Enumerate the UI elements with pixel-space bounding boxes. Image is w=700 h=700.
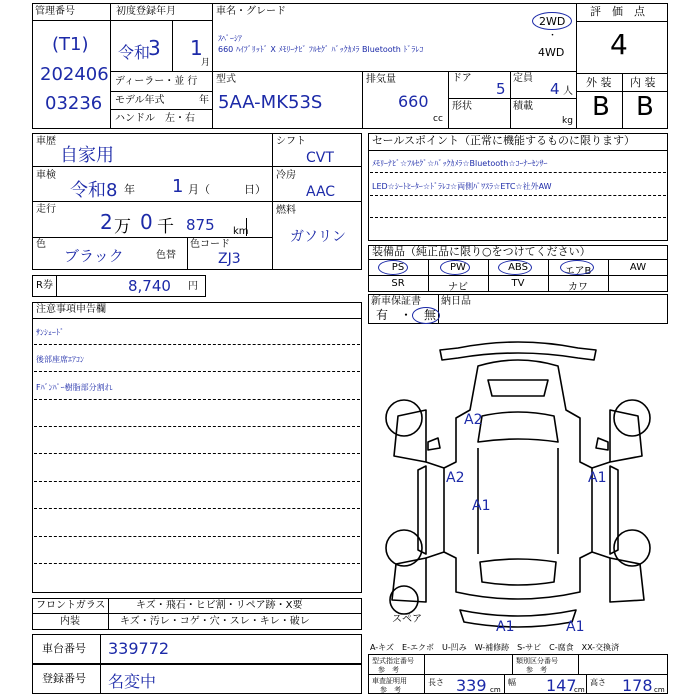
first-reg-label: 初度登録年月 xyxy=(116,6,176,17)
equip-sr: SR xyxy=(391,278,405,289)
month-unit: 月 xyxy=(201,58,211,68)
front-glass-label: フロントガラス xyxy=(36,600,106,611)
equip-pw: PW xyxy=(450,262,466,273)
chassis-value: 339772 xyxy=(108,639,170,658)
notes-title: 注意事項申告欄 xyxy=(36,304,106,315)
drive-sep: ・ xyxy=(548,31,558,41)
chassis-label: 車台番号 xyxy=(42,642,86,655)
mileage-10k-unit: 万 xyxy=(114,217,131,237)
mark-a1-right: A1 xyxy=(588,470,607,486)
circle-warranty-none xyxy=(412,307,440,324)
history-label: 車歴 xyxy=(36,136,56,147)
mileage-label: 走行 xyxy=(36,204,56,215)
load-unit: kg xyxy=(562,116,573,126)
note-line-3: Fﾊﾞﾝﾊﾟｰ樹脂部分割れ xyxy=(36,383,113,392)
color-value: ブラック xyxy=(64,247,124,265)
drive-4wd: 4WD xyxy=(538,46,565,59)
color-code-label: 色コード xyxy=(190,239,230,250)
equip-abs: ABS xyxy=(508,262,528,273)
mileage-unit: km xyxy=(233,226,249,237)
cert-label: 車査証明用 xyxy=(372,677,407,685)
equip-aw: AW xyxy=(629,262,647,273)
width-label: 幅 xyxy=(508,678,516,687)
height-label: 高さ xyxy=(590,678,606,687)
equip-leather: カワ xyxy=(568,282,588,293)
displacement-label: 排気量 xyxy=(366,74,396,85)
mark-a1-center: A1 xyxy=(472,498,491,514)
length-label: 長さ xyxy=(428,678,444,687)
first-reg-month: 1 xyxy=(190,36,203,60)
equip-ps: PS xyxy=(391,262,405,273)
displacement-value: 660 xyxy=(398,92,429,111)
length-value: 339 xyxy=(456,676,487,695)
damage-legend: A-キズ E-エクボ U-凹み W-補修跡 S-サビ C-腐食 XX-交換済 xyxy=(370,643,620,652)
sales-line2: LED☆ｼｰﾄﾋｰﾀｰ☆ﾄﾞﾗﾚｺ☆両側ﾊﾟﾜｽﾗ☆ETC☆社外AW xyxy=(372,182,552,191)
mark-a1-rear-right: A1 xyxy=(566,619,585,635)
lot-number-label: 管理番号 xyxy=(35,6,75,17)
reg-value: 名変中 xyxy=(108,672,157,691)
circle-abs xyxy=(498,260,532,275)
mileage-10k: 2 xyxy=(100,210,113,234)
name-line2: 660 ﾊｲﾌﾞﾘｯﾄﾞ X ﾒﾓﾘｰﾅﾋﾞ ﾌﾙｾｸﾞ ﾊﾞｯｸｶﾒﾗ Bluetooth ﾄﾞﾗﾚｺ xyxy=(218,45,424,54)
model-year-label: モデル年式 xyxy=(115,95,165,106)
sales-title: セールスポイント（正常に機能するものに限ります） xyxy=(372,134,636,147)
interior-cond-label: 内装 xyxy=(60,616,80,627)
delivery-label: 納日品 xyxy=(441,296,471,307)
equipment-title: 装備品（純正品に限り○をつけてください） xyxy=(372,245,591,258)
class-label: 類別区分番号 xyxy=(516,657,558,665)
capacity-value: 4 xyxy=(550,80,560,98)
inspection-day-unit: 日） xyxy=(244,183,266,196)
ac-value: AAC xyxy=(306,184,336,200)
warranty-value: 有 ・ 無 xyxy=(376,308,437,322)
width-value: 147 xyxy=(546,676,577,695)
capacity-unit: 人 xyxy=(563,86,573,97)
interior-cond-options: キズ・汚レ・コゲ・穴・スレ・キレ・破レ xyxy=(120,616,310,627)
doors-label: ドア xyxy=(452,73,472,84)
circle-ps xyxy=(378,260,408,275)
fuel-label: 燃料 xyxy=(276,205,296,216)
history-value: 自家用 xyxy=(60,145,114,166)
front-glass-options: キズ・飛石・ヒビ割・リペア跡・X要 xyxy=(136,600,303,611)
drive-2wd: 2WD xyxy=(539,15,566,28)
interior-label: 内 装 xyxy=(630,76,656,89)
note-line-1: ｻﾝｼｪｰﾄﾞ xyxy=(36,328,64,337)
dealer-label: ディーラー・並 行 xyxy=(115,76,198,87)
capacity-label: 定員 xyxy=(513,73,533,84)
displacement-unit: cc xyxy=(433,114,443,124)
handle-label: ハンドル 左・右 xyxy=(115,113,195,124)
shift-label: シフト xyxy=(276,136,306,147)
type-label: 型式 xyxy=(216,74,236,85)
first-reg-era: 令和 xyxy=(118,43,151,62)
lot-prefix: (T1) xyxy=(52,34,89,55)
height-value: 178 xyxy=(622,676,653,695)
ac-label: 冷房 xyxy=(276,170,296,181)
car-damage-diagram xyxy=(368,330,668,640)
mark-a2-front: A2 xyxy=(464,412,483,428)
color-code-value: ZJ3 xyxy=(218,251,241,267)
mark-a1-rear-left: A1 xyxy=(496,619,515,635)
note-line-2: 後部座席ｴｱｺﾝ xyxy=(36,355,84,364)
mark-a2-left: A2 xyxy=(446,470,465,486)
header-box xyxy=(32,3,668,129)
length-unit: cm xyxy=(490,686,501,694)
recycle-box xyxy=(32,275,206,297)
name-grade-label: 車名・グレード xyxy=(216,6,286,17)
score-label: 評 価 点 xyxy=(590,5,645,18)
inspection-month-unit: 月（ xyxy=(188,183,210,196)
shape-label: 形状 xyxy=(452,101,472,112)
type-value: 5AA-MK53S xyxy=(218,92,323,113)
name-line1: ｽﾍﾟｰｼｱ xyxy=(218,34,242,43)
type-designation-label: 型式指定番号 xyxy=(372,657,414,665)
lot-line2: 202406 xyxy=(40,64,109,85)
circle-airbag xyxy=(560,260,594,275)
width-unit: cm xyxy=(574,686,585,694)
reg-label: 登録番号 xyxy=(42,672,86,685)
notes-box xyxy=(32,302,362,593)
warranty-label: 新車保証書 xyxy=(371,296,421,307)
height-unit: cm xyxy=(654,686,665,694)
first-reg-year: 3 xyxy=(148,36,161,60)
lot-line3: 03236 xyxy=(45,93,103,114)
equip-tv: TV xyxy=(511,278,525,289)
ref1: 参 考 xyxy=(378,666,399,674)
load-label: 積載 xyxy=(513,101,533,112)
inspection-label: 車検 xyxy=(36,170,56,181)
ref2: 参 考 xyxy=(526,666,547,674)
exterior-label: 外 装 xyxy=(586,76,612,89)
mileage-1k-unit: 千 xyxy=(157,217,174,237)
color-label: 色 xyxy=(36,239,46,250)
recycle-value: 8,740 xyxy=(128,277,171,295)
recycle-unit: 円 xyxy=(188,281,198,292)
inspection-era: 令和8 xyxy=(70,180,118,201)
score-value: 4 xyxy=(610,28,628,61)
interior-value: B xyxy=(636,92,654,122)
model-year-unit: 年 xyxy=(199,95,209,106)
equip-airbag: エアB xyxy=(564,266,592,277)
mileage-1k: 0 xyxy=(140,210,153,234)
doors-value: 5 xyxy=(496,80,506,98)
sales-line1: ﾒﾓﾘｰﾅﾋﾞ☆ﾌﾙｾｸﾞ☆ﾊﾞｯｸｶﾒﾗ☆Bluetooth☆ｺｰﾅｰｾﾝｻｰ xyxy=(372,159,548,168)
spare-label: スペア xyxy=(392,614,422,625)
recycle-label: R券 xyxy=(36,280,53,291)
color-change-label: 色替 xyxy=(156,250,176,261)
circle-pw xyxy=(440,260,470,275)
inspection-month: 1 xyxy=(172,176,184,197)
front-bumper xyxy=(440,342,596,360)
equip-navi: ナビ xyxy=(448,282,468,293)
inspection-year-unit: 年 xyxy=(124,183,135,196)
mileage-rest: 875 xyxy=(186,216,215,234)
exterior-value: B xyxy=(592,92,610,122)
shift-value: CVT xyxy=(306,150,334,166)
fuel-value: ガソリン xyxy=(290,229,346,245)
cert-ref: 参 考 xyxy=(380,686,401,694)
